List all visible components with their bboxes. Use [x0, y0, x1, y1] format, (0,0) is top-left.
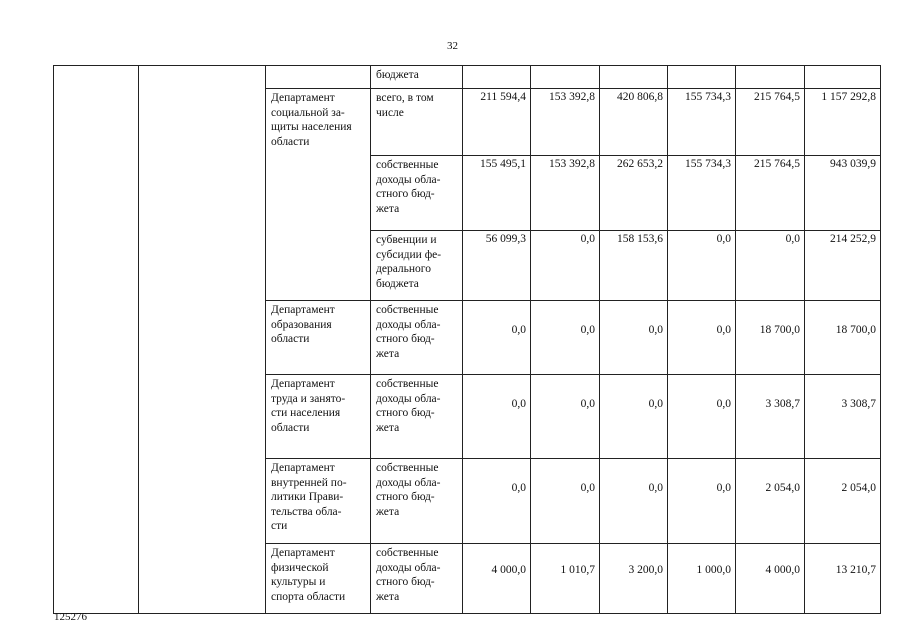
value-text: 0,0: [648, 324, 663, 336]
document-code: 125276: [54, 611, 87, 623]
value-cell: [531, 89, 600, 156]
table-body: [54, 66, 881, 614]
value-text: 4 000,0: [765, 564, 800, 576]
value-text: 3 200,0: [628, 564, 663, 576]
value-cell: [531, 544, 600, 614]
value-text: 158 153,6: [617, 233, 663, 245]
value-cell: [668, 66, 736, 89]
value-cell: [600, 459, 668, 544]
source-cell: собственные доходы обла- стного бюд- жета: [371, 375, 463, 459]
value-cell: [463, 66, 531, 89]
value-cell: [805, 301, 881, 375]
value-cell: [736, 231, 805, 301]
value-text: 215 764,5: [754, 158, 800, 170]
source-cell: собственные доходы обла- стного бюд- жета: [371, 301, 463, 375]
value-text: 0,0: [648, 482, 663, 494]
value-cell: [668, 89, 736, 156]
value-cell: [736, 301, 805, 375]
value-cell: [600, 156, 668, 231]
value-cell: [463, 156, 531, 231]
value-text: 0,0: [580, 482, 595, 494]
department-cell: Департамент физической культуры и спорта области: [266, 544, 371, 614]
value-cell: [736, 375, 805, 459]
value-cell: [805, 89, 881, 156]
value-text: 0,0: [648, 398, 663, 410]
merged-column-1: [54, 66, 139, 614]
value-text: 0,0: [785, 233, 800, 245]
value-text: 13 210,7: [835, 564, 876, 576]
value-text: 0,0: [716, 233, 731, 245]
value-text: 56 099,3: [485, 233, 526, 245]
department-cell: Департамент внутренней по- литики Прави- тельства обла- сти: [266, 459, 371, 544]
value-cell: [531, 156, 600, 231]
source-cell: собственные доходы обла- стного бюд- жета: [371, 544, 463, 614]
value-cell: [600, 375, 668, 459]
value-cell: [736, 156, 805, 231]
value-text: 153 392,8: [549, 91, 595, 103]
value-text: 0,0: [511, 324, 526, 336]
value-text: 0,0: [580, 324, 595, 336]
value-text: 1 000,0: [696, 564, 731, 576]
value-text: 3 308,7: [841, 398, 876, 410]
value-text: 4 000,0: [491, 564, 526, 576]
value-cell: [805, 459, 881, 544]
value-cell: [531, 459, 600, 544]
source-cell: субвенции и субсидии фе- дерального бюджета: [371, 231, 463, 301]
value-text: 943 039,9: [830, 158, 876, 170]
merged-column-2: [139, 66, 266, 614]
value-cell: [531, 66, 600, 89]
value-text: 2 054,0: [765, 482, 800, 494]
value-text: 0,0: [716, 482, 731, 494]
value-cell: [668, 156, 736, 231]
value-cell: [463, 459, 531, 544]
value-text: 0,0: [716, 324, 731, 336]
value-cell: [531, 375, 600, 459]
value-cell: [463, 544, 531, 614]
value-cell: [600, 544, 668, 614]
value-cell: [668, 231, 736, 301]
value-text: 0,0: [511, 482, 526, 494]
value-cell: [668, 544, 736, 614]
value-cell: [668, 301, 736, 375]
value-text: 18 700,0: [835, 324, 876, 336]
value-cell: [736, 544, 805, 614]
value-cell: [600, 89, 668, 156]
value-cell: [531, 301, 600, 375]
value-text: 214 252,9: [830, 233, 876, 245]
value-cell: [600, 301, 668, 375]
value-text: 3 308,7: [765, 398, 800, 410]
value-cell: [668, 375, 736, 459]
value-cell: [805, 375, 881, 459]
value-cell: [463, 231, 531, 301]
source-cell: бюджета: [371, 66, 463, 89]
source-cell: всего, в том числе: [371, 89, 463, 156]
page-number: 32: [447, 40, 458, 52]
value-cell: [600, 66, 668, 89]
value-text: 0,0: [511, 398, 526, 410]
value-text: 211 594,4: [480, 91, 526, 103]
value-text: 0,0: [580, 233, 595, 245]
value-cell: [668, 459, 736, 544]
value-text: 0,0: [716, 398, 731, 410]
value-cell: [463, 89, 531, 156]
value-text: 1 157 292,8: [821, 91, 876, 103]
value-text: 262 653,2: [617, 158, 663, 170]
continuation-row: [54, 66, 881, 89]
department-cell: Департамент образования области: [266, 301, 371, 375]
source-cell: собственные доходы обла- стного бюд- жета: [371, 459, 463, 544]
value-cell: [600, 231, 668, 301]
source-cell: собственные доходы обла- стного бюд- жета: [371, 156, 463, 231]
value-cell: [805, 231, 881, 301]
value-text: 155 734,3: [685, 91, 731, 103]
value-cell: [463, 301, 531, 375]
value-cell: [463, 375, 531, 459]
value-text: 153 392,8: [549, 158, 595, 170]
value-text: 155 495,1: [480, 158, 526, 170]
budget-table: [53, 65, 881, 614]
value-text: 420 806,8: [617, 91, 663, 103]
value-cell: [805, 544, 881, 614]
value-text: 1 010,7: [560, 564, 595, 576]
value-text: 0,0: [580, 398, 595, 410]
department-cell: Департамент социальной за- щиты населения области: [266, 89, 371, 301]
value-text: 215 764,5: [754, 91, 800, 103]
value-cell: [736, 89, 805, 156]
value-cell: [736, 459, 805, 544]
value-cell: [531, 231, 600, 301]
value-cell: [805, 156, 881, 231]
value-cell: [736, 66, 805, 89]
value-text: 155 734,3: [685, 158, 731, 170]
department-cell-empty: [266, 66, 371, 89]
department-cell: Департамент труда и занято- сти населения области: [266, 375, 371, 459]
value-text: 18 700,0: [759, 324, 800, 336]
value-cell: [805, 66, 881, 89]
value-text: 2 054,0: [841, 482, 876, 494]
